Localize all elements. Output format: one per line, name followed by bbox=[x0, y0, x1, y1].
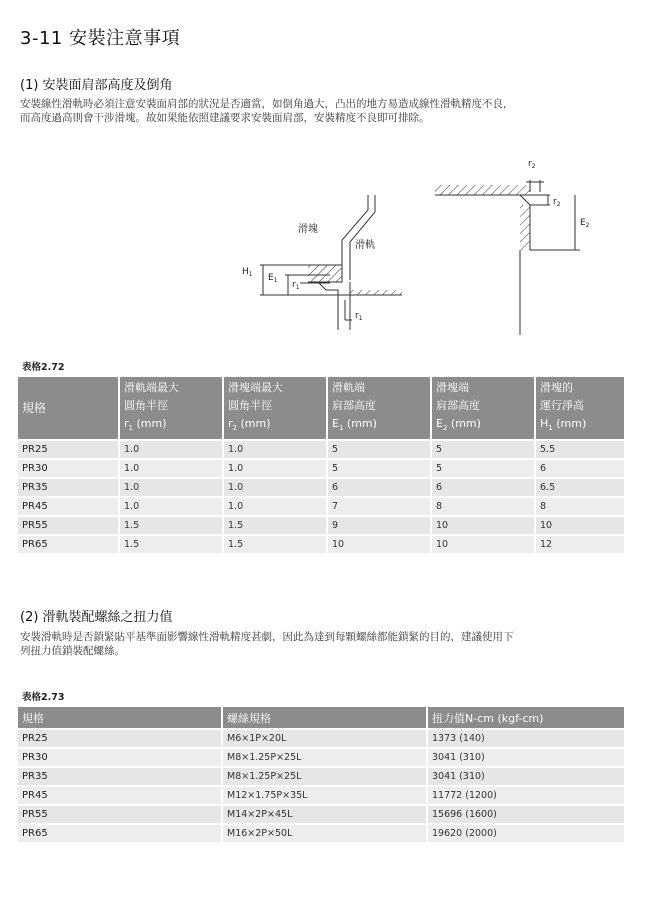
table1-cell: 1.5 bbox=[120, 517, 224, 536]
table-row bbox=[18, 768, 624, 787]
table2-cell-model: PR30 bbox=[18, 749, 223, 768]
table1-cell: 1.0 bbox=[120, 460, 224, 479]
table1-cell-model: PR45 bbox=[18, 498, 120, 517]
table2-header-torque: 扭力值N-cm (kgf-cm) bbox=[428, 707, 624, 730]
table1-cell-model: PR35 bbox=[18, 479, 120, 498]
table1-header-r1: 滑軌端最大 圓角半徑 $r_1$ (mm) bbox=[120, 377, 224, 441]
table-row bbox=[18, 787, 624, 806]
table1-cell: 7 bbox=[328, 498, 432, 517]
e1-label: $E_1$ bbox=[268, 273, 278, 284]
table1-cell: 1.5 bbox=[224, 517, 328, 536]
table-row bbox=[18, 825, 624, 844]
section2-line-1: 安裝滑軌時是否鎖緊貼平基準面影響線性滑軌精度甚劇，因此為達到每顆螺絲都能鎖緊的目的，建議使用下 bbox=[20, 631, 514, 643]
table2-cell-model: PR55 bbox=[18, 806, 223, 825]
table1-cell: 6 bbox=[536, 460, 624, 479]
table-row bbox=[18, 517, 624, 536]
table1-cell: 5 bbox=[432, 460, 536, 479]
table1-cell: 10 bbox=[432, 536, 536, 555]
table1-cell: 1.0 bbox=[224, 460, 328, 479]
table1-header-row bbox=[18, 377, 624, 441]
table1-cell: 10 bbox=[432, 517, 536, 536]
table1-cell-model: PR25 bbox=[18, 441, 120, 460]
shoulder-chamfer-diagram bbox=[230, 150, 630, 335]
table1-cell: 6 bbox=[432, 479, 536, 498]
table1-cell-model: PR55 bbox=[18, 517, 120, 536]
table2-cell: M8×1.25P×25L bbox=[223, 749, 428, 768]
block-label: 滑塊 bbox=[298, 224, 318, 235]
table1-cell: 6 bbox=[328, 479, 432, 498]
table-row bbox=[18, 441, 624, 460]
table2-cell: 3041 (310) bbox=[428, 749, 624, 768]
table2-cell-model: PR25 bbox=[18, 730, 223, 749]
table1-cell: 5 bbox=[432, 441, 536, 460]
table2-cell-model: PR35 bbox=[18, 768, 223, 787]
table1-cell: 6.5 bbox=[536, 479, 624, 498]
table1-header-e2: 滑塊端 肩部高度 $E_2$ (mm) bbox=[432, 377, 536, 441]
table1-header-model: 規格 bbox=[18, 377, 120, 441]
table2-cell-model: PR65 bbox=[18, 825, 223, 844]
table1-cell: 1.0 bbox=[120, 479, 224, 498]
shoulder-height-table bbox=[18, 377, 624, 555]
table-row bbox=[18, 730, 624, 749]
table2-cell: 19620 (2000) bbox=[428, 825, 624, 844]
section1-title: (1) 安裝面肩部高度及倒角 bbox=[20, 78, 173, 93]
table2-cell: 3041 (310) bbox=[428, 768, 624, 787]
table-row bbox=[18, 806, 624, 825]
table2-cell: M16×2P×50L bbox=[223, 825, 428, 844]
rail-side bbox=[318, 282, 338, 330]
r2-label-side: $r_2$ bbox=[553, 197, 561, 208]
table2-cell: M8×1.25P×25L bbox=[223, 768, 428, 787]
table2-header-model: 規格 bbox=[18, 707, 223, 730]
table1-cell: 1.5 bbox=[120, 536, 224, 555]
r1-label-bottom: $r_1$ bbox=[355, 311, 363, 322]
table1-header-h1: 滑塊的 運行淨高 $H_1$ (mm) bbox=[536, 377, 624, 441]
table-row bbox=[18, 460, 624, 479]
table2-caption: 表格2.73 bbox=[22, 692, 65, 703]
table1-cell: 1.0 bbox=[224, 441, 328, 460]
section2-paragraph bbox=[20, 630, 630, 658]
section1-paragraph bbox=[20, 97, 630, 125]
table2-cell: 11772 (1200) bbox=[428, 787, 624, 806]
screw-torque-table bbox=[18, 707, 624, 844]
table-row bbox=[18, 749, 624, 768]
table-row bbox=[18, 536, 624, 555]
table1-cell: 5.5 bbox=[536, 441, 624, 460]
table1-cell: 1.5 bbox=[224, 536, 328, 555]
e2-label: $E_2$ bbox=[580, 218, 590, 229]
rail-label: 滑軌 bbox=[355, 240, 375, 251]
section2-line-2: 列扭力值鎖裝配螺絲。 bbox=[20, 645, 125, 657]
table2-cell: M6×1P×20L bbox=[223, 730, 428, 749]
table2-cell: 1373 (140) bbox=[428, 730, 624, 749]
table1-cell: 1.0 bbox=[120, 441, 224, 460]
section1-line-2: 而高度過高則會干涉滑塊。故如果能依照建議要求安裝面肩部，安裝精度不良即可排除。 bbox=[20, 112, 430, 124]
h1-label: $H_1$ bbox=[242, 267, 253, 278]
table1-cell: 10 bbox=[536, 517, 624, 536]
table1-cell: 1.0 bbox=[120, 498, 224, 517]
table1-header-e1: 滑軌端 肩部高度 $E_1$ (mm) bbox=[328, 377, 432, 441]
table1-header-r2: 滑塊端最大 圓角半徑 $r_2$ (mm) bbox=[224, 377, 328, 441]
table1-cell: 10 bbox=[328, 536, 432, 555]
r1-label-left: $r_1$ bbox=[292, 280, 300, 291]
table1-cell: 8 bbox=[432, 498, 536, 517]
rail-body bbox=[308, 265, 342, 282]
block-outline bbox=[334, 195, 368, 265]
table1-caption: 表格2.72 bbox=[22, 362, 65, 373]
table2-cell-model: PR45 bbox=[18, 787, 223, 806]
r2-label-top: $r_2$ bbox=[528, 159, 536, 170]
table1-cell-model: PR65 bbox=[18, 536, 120, 555]
table1-cell: 1.0 bbox=[224, 479, 328, 498]
table1-cell: 5 bbox=[328, 441, 432, 460]
table2-header-screw: 螺絲規格 bbox=[223, 707, 428, 730]
table2-cell: M14×2P×45L bbox=[223, 806, 428, 825]
table2-cell: 15696 (1600) bbox=[428, 806, 624, 825]
table1-cell-model: PR30 bbox=[18, 460, 120, 479]
table1-cell: 1.0 bbox=[224, 498, 328, 517]
table2-header-row bbox=[18, 707, 624, 730]
section2-title: (2) 滑軌裝配螺絲之扭力值 bbox=[20, 610, 173, 625]
table1-cell: 8 bbox=[536, 498, 624, 517]
table1-cell: 9 bbox=[328, 517, 432, 536]
table2-cell: M12×1.75P×35L bbox=[223, 787, 428, 806]
table-row bbox=[18, 498, 624, 517]
section1-line-1: 安裝線性滑軌時必須注意安裝面肩部的狀況是否適當，如倒角過大，凸出的地方易造成線性滑軌精度不良， bbox=[20, 98, 514, 110]
table-row bbox=[18, 479, 624, 498]
table1-cell: 5 bbox=[328, 460, 432, 479]
table1-cell: 12 bbox=[536, 536, 624, 555]
page-title: 3-11 安裝注意事項 bbox=[20, 28, 181, 49]
